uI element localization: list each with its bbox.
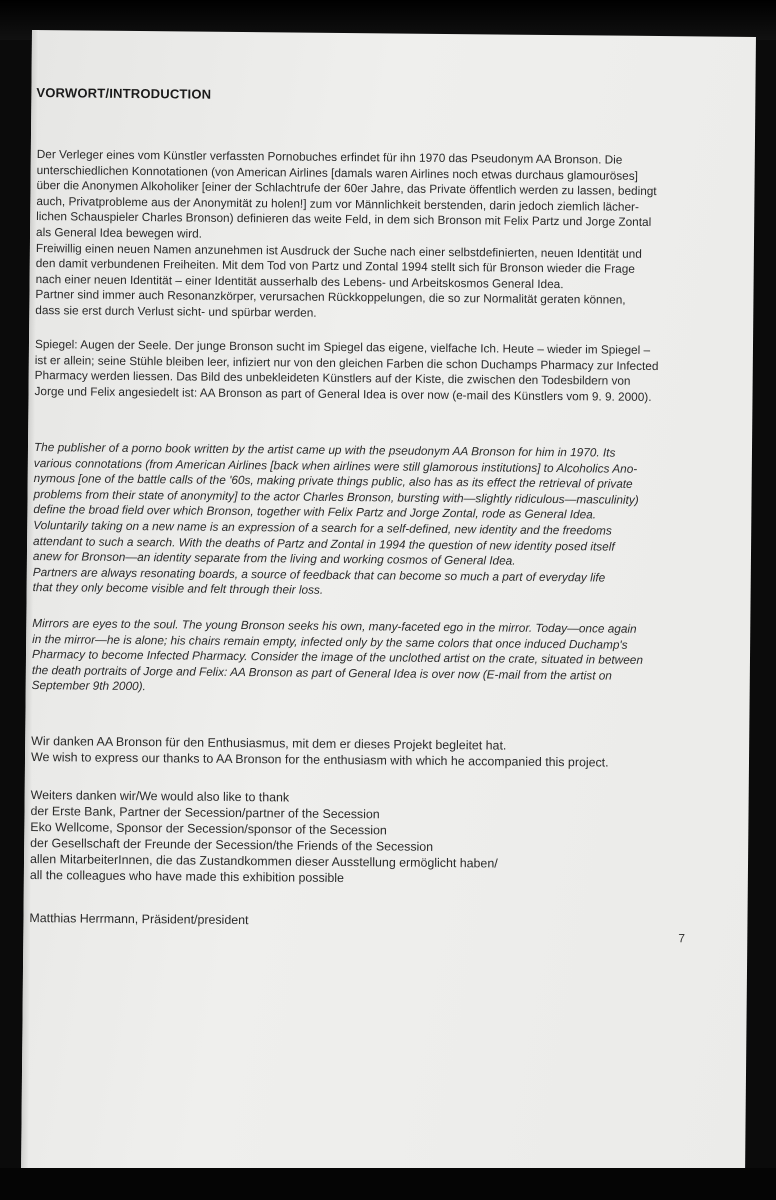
text-line: Der Verleger eines vom Künstler verfassten Pornobuches erfindet für ihn 1970 das Pseudonym AA Bronson. Die bbox=[36, 147, 623, 167]
list-item: all the colleagues who have made this exhibition possible bbox=[29, 868, 345, 886]
list-item: Weiters danken wir/We would also like to thank bbox=[30, 788, 290, 805]
text-line: Mirrors are eyes to the soul. The young Bronson seeks his own, many-faceted ego in the mirror. Today—once again bbox=[32, 616, 637, 636]
text-line: Partners are always resonating boards, a source of feedback that can become so much a part of everyday life bbox=[32, 564, 606, 585]
text-line: als General Idea bewegen wird. bbox=[35, 225, 203, 241]
text-line: nymous [one of the battle calls of the '60s, making private things public, also has as its effect the retrieval of private bbox=[33, 471, 633, 491]
scan-bottom-edge bbox=[0, 1168, 776, 1200]
text-line: auch, Privatprobleme aus der Anonymität zu holen!] zum vor Männlichkeit berstenden, darin jedoch ziemlich lächer- bbox=[36, 193, 640, 214]
text-line: anew for Bronson—an identity separate from the living and working cosmos of General Idea. bbox=[32, 549, 516, 568]
list-item: der Gesellschaft der Freunde der Secession/the Friends of the Secession bbox=[30, 836, 434, 854]
signature: Matthias Herrmann, Präsident/president bbox=[29, 911, 249, 928]
page-number: 7 bbox=[678, 931, 686, 946]
document-page bbox=[21, 30, 756, 1175]
text-line: September 9th 2000). bbox=[31, 678, 146, 694]
sponsor-list bbox=[30, 787, 731, 890]
text-line: in the mirror—he is alone; his chairs remain empty, infected only by the same colors that once induced Duchamp's bbox=[32, 631, 628, 652]
text-line: über die Anonymen Alkoholiker [einer der Schlachtrufe der 60er Jahre, das Private öffentlich werden zu lassen, bedingt bbox=[36, 178, 657, 199]
text-line: lichen Schauspieler Charles Bronson) definieren das weite Feld, in dem sich Bronson mit Felix Partz und Jorge Zontal bbox=[36, 209, 652, 230]
english-paragraph-2 bbox=[32, 616, 733, 701]
text-line: attendant to such a search. With the deaths of Partz and Zontal in 1994 the question of new identity posed itself bbox=[33, 533, 615, 554]
text-line: various connotations (from American Airlines [back when airlines were still glamorous institutions] to Alcoholics Ano- bbox=[33, 455, 638, 476]
list-item: der Erste Bank, Partner der Secession/partner of the Secession bbox=[30, 804, 380, 822]
text-line: den damit verbundenen Freiheiten. Mit dem Tod von Partz und Zontal 1994 stellt sich für Bronson wieder die Frage bbox=[35, 256, 635, 276]
text-line: Voluntarily taking on a new name is an expression of a search for a self-defined, new identity and the freedoms bbox=[33, 518, 612, 538]
text-line: Jorge und Felix angesiedelt ist: AA Bronson as part of General Idea is over now (e-mail des Künstlers vom 9. 9. 2000). bbox=[34, 383, 652, 404]
text-line: problems from their state of anonymity] to the actor Charles Bronson, bursting with—slightly ridiculous—masculinity) bbox=[33, 486, 639, 507]
text-line: We wish to express our thanks to AA Bronson for the enthusiasm with which he accompanied this project. bbox=[30, 750, 609, 770]
english-paragraph-1 bbox=[33, 440, 734, 603]
text-line: Pharmacy to become Infected Pharmacy. Consider the image of the unclothed artist on the crate, situated in between bbox=[31, 647, 644, 668]
text-line: Freiwillig einen neuen Namen anzunehmen ist Ausdruck der Suche nach einer selbstdefinierten, neuen Identität und bbox=[35, 240, 642, 261]
text-line: unterschiedlichen Konnotationen (von American Airlines [damals waren Airlines noch etwas durchaus glamouröses] bbox=[36, 162, 639, 183]
page-heading: VORWORT/INTRODUCTION bbox=[36, 85, 212, 102]
text-line: ist er allein; seine Stühle bleiben leer, infiziert nur von den gleichen Farben die schon Duchamps Pharmacy zur Infected bbox=[34, 352, 659, 373]
text-line: The publisher of a porno book written by the artist came up with the pseudonym AA Bronson for him in 1970. Its bbox=[33, 440, 616, 460]
acknowledgement bbox=[31, 733, 731, 772]
text-line: that they only become visible and felt through their loss. bbox=[32, 580, 324, 598]
text-line: Wir danken AA Bronson für den Enthusiasmus, mit dem er dieses Projekt begleitet hat. bbox=[31, 734, 507, 753]
german-paragraph-2 bbox=[34, 337, 735, 406]
text-line: Partner sind immer auch Resonanzkörper, verursachen Rückkoppelungen, die so zur Normalität geraten können, bbox=[35, 287, 626, 308]
text-line: Pharmacy werden liessen. Das Bild des unbekleideten Künstlers auf der Kiste, die zwischen den Todesbildern von bbox=[34, 368, 631, 388]
text-line: the death portraits of Jorge and Felix: AA Bronson as part of General Idea is over now (E-mail from the artist on bbox=[31, 662, 612, 683]
german-paragraph-1 bbox=[35, 147, 737, 325]
list-item: Eko Wellcome, Sponsor der Secession/sponsor of the Secession bbox=[30, 820, 387, 838]
text-line: nach einer neuen Identität – einer Identität ausserhalb des Lebens- und Arbeitskosmos General Idea. bbox=[35, 271, 564, 291]
text-line: Spiegel: Augen der Seele. Der junge Bronson sucht im Spiegel das eigene, vielfache Ich. Heute – wieder im Spiegel – bbox=[34, 337, 651, 357]
text-line: dass sie erst durch Verlust sicht- und spürbar werden. bbox=[35, 302, 317, 320]
list-item: allen MitarbeiterInnen, die das Zustandkommen dieser Ausstellung ermöglicht haben/ bbox=[29, 852, 498, 871]
text-line: define the broad field over which Bronson, together with Felix Partz and Jorge Zontal, rode as General Idea. bbox=[33, 502, 597, 522]
